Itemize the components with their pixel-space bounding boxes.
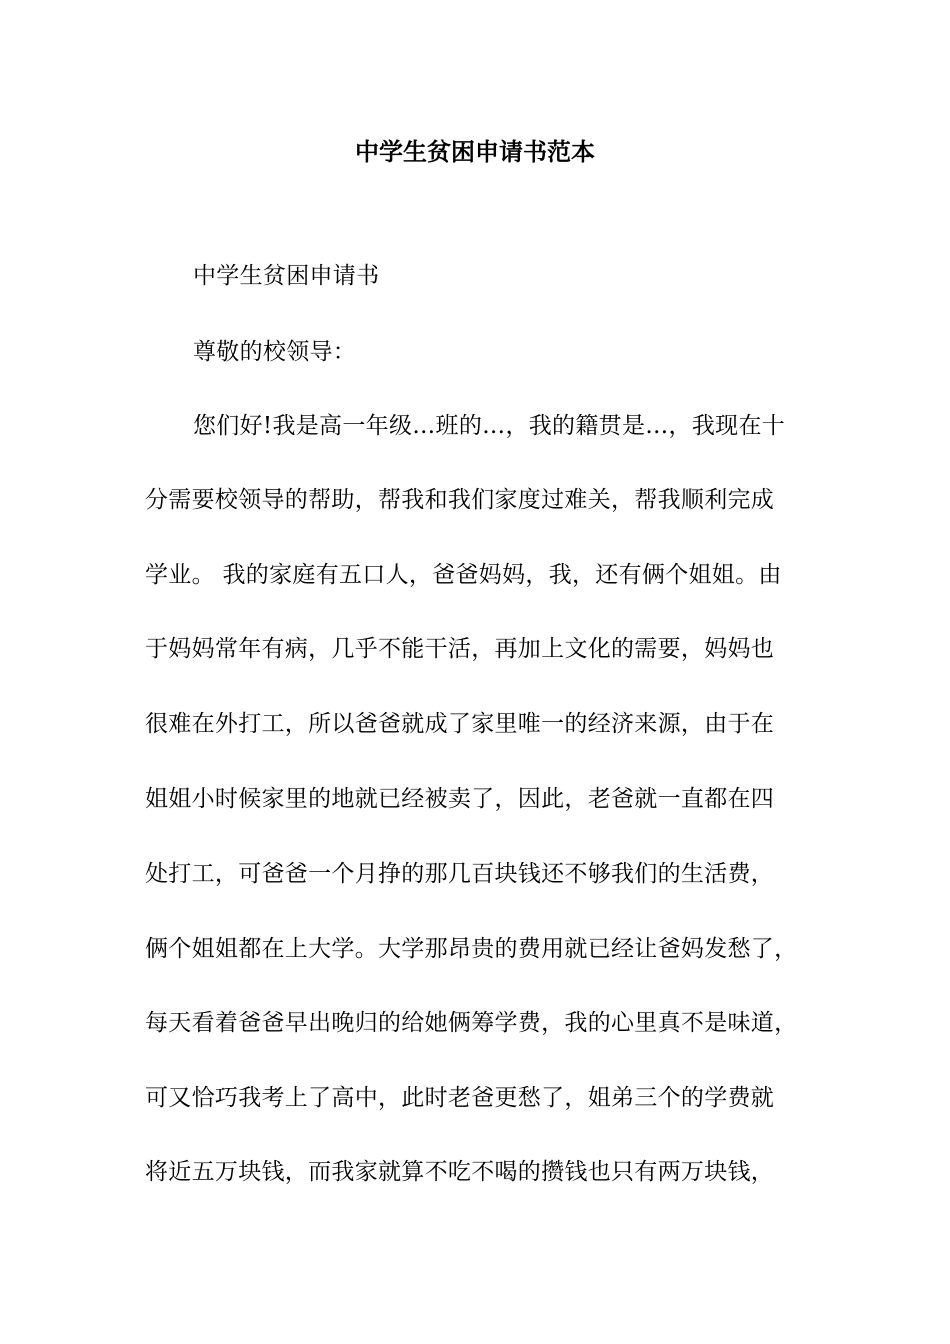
document-title: 中学生贫困申请书范本 (355, 137, 595, 166)
body-line: 姐姐小时候家里的地就已经被卖了，因此，老爸就一直都在四 (145, 786, 775, 812)
salutation: 尊敬的校领导： (193, 339, 357, 365)
body-line: 将近五万块钱，而我家就算不吃不喝的攒钱也只有两万块钱， (145, 1159, 775, 1185)
document-heading: 中学生贫困申请书 (193, 263, 380, 289)
body-line: 很难在外打工，所以爸爸就成了家里唯一的经济来源，由于在 (145, 711, 775, 737)
body-line: 您们好!我是高一年级…班的…，我的籍贯是…，我现在十 (193, 413, 786, 439)
body-line: 分需要校领导的帮助，帮我和我们家度过难关，帮我顺利完成 (145, 487, 775, 513)
body-line: 于妈妈常年有病，几乎不能干活，再加上文化的需要，妈妈也 (145, 636, 775, 662)
body-line: 学业。 我的家庭有五口人，爸爸妈妈，我，还有俩个姐姐。由 (145, 562, 782, 588)
body-line: 俩个姐姐都在上大学。大学那昂贵的费用就已经让爸妈发愁了， (145, 936, 798, 962)
body-line: 可又恰巧我考上了高中，此时老爸更愁了，姐弟三个的学费就 (145, 1085, 775, 1111)
body-line: 处打工，可爸爸一个月挣的那几百块钱还不够我们的生活费， (145, 861, 775, 887)
body-line: 每天看着爸爸早出晚归的给她俩筹学费，我的心里真不是味道， (145, 1010, 798, 1036)
